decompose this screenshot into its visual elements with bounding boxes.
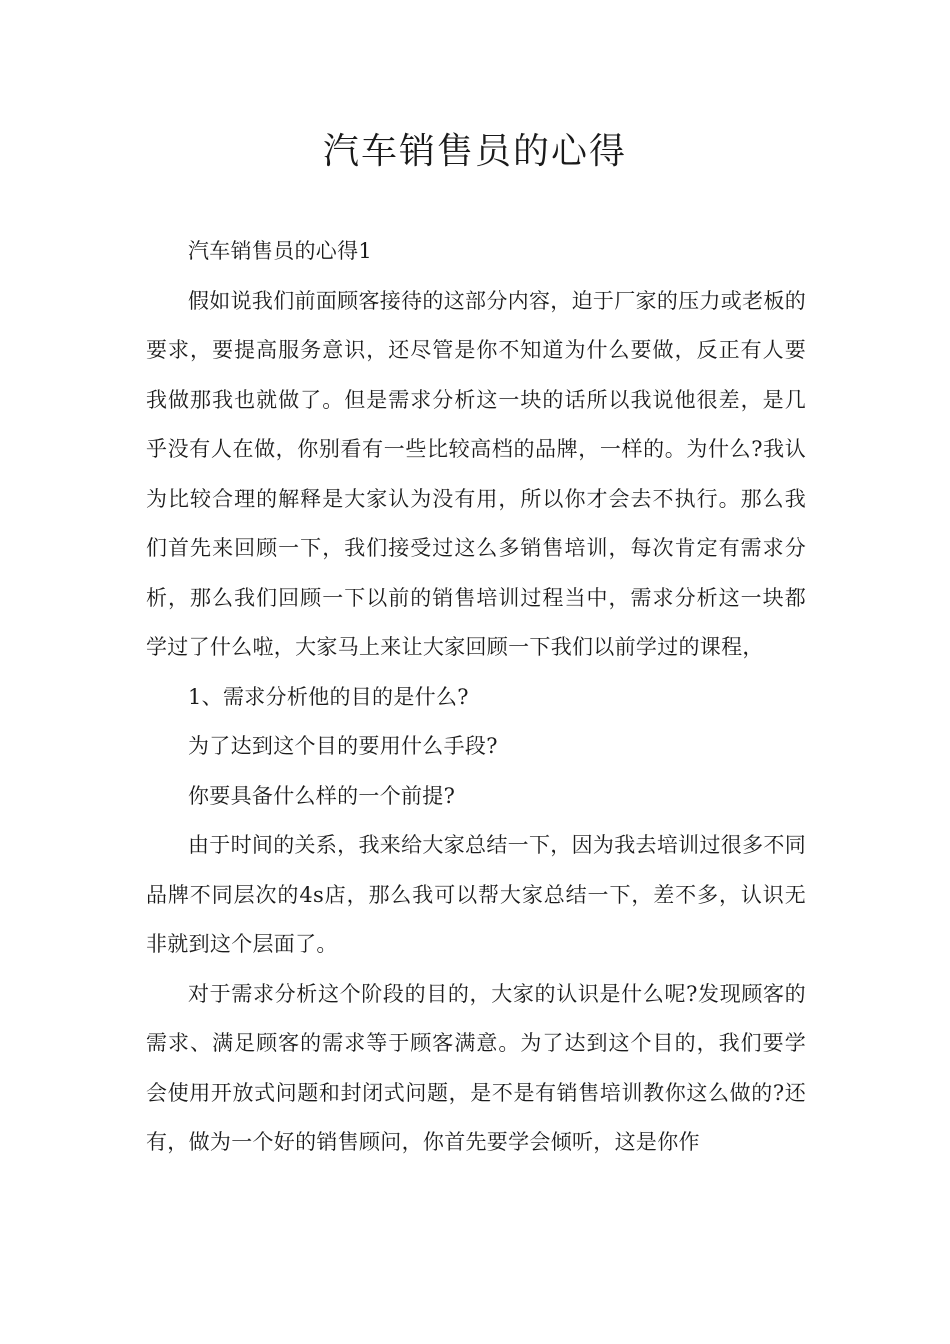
paragraph-question: 为了达到这个目的要用什么手段? — [188, 734, 498, 758]
document-body — [146, 227, 806, 1168]
paragraph: 由于时间的关系，我来给大家总结一下，因为我去培训过很多不同品牌不同层次的4s店，那么我可以帮大家总结一下，差不多，认识无非就到这个层面了。 — [146, 833, 806, 956]
paragraph: 假如说我们前面顾客接待的这部分内容，迫于厂家的压力或老板的要求，要提高服务意识，还尽管是你不知道为什么要做，反正有人要我做那我也就做了。但是需求分析这一块的话所以我说他很差，是几乎没有人在做，你别看有一些比较高档的品牌，一样的。为什么?我认为比较合理的解释是大家认为没有用，所以你才会去不执行。那么我们首先来回顾一下，我们接受过这么多销售培训，每次肯定有需求分析，那么我们回顾一下以前的销售培训过程当中，需求分析这一块都学过了什么啦，大家马上来让大家回顾一下我们以前学过的课程， — [146, 288, 806, 659]
paragraph: 对于需求分析这个阶段的目的，大家的认识是什么呢?发现顾客的需求、满足顾客的需求等于顾客满意。为了达到这个目的，我们要学会使用开放式问题和封闭式问题，是不是有销售培训教你这么做的?还有，做为一个好的销售顾问，你首先要学会倾听，这是你作 — [146, 981, 806, 1154]
paragraph-question: 你要具备什么样的一个前提? — [188, 783, 456, 808]
paragraph-question: 1、需求分析他的目的是什么? — [188, 684, 469, 709]
paragraph-heading: 汽车销售员的心得1 — [188, 239, 373, 263]
document-title: 汽车销售员的心得 — [322, 131, 627, 172]
